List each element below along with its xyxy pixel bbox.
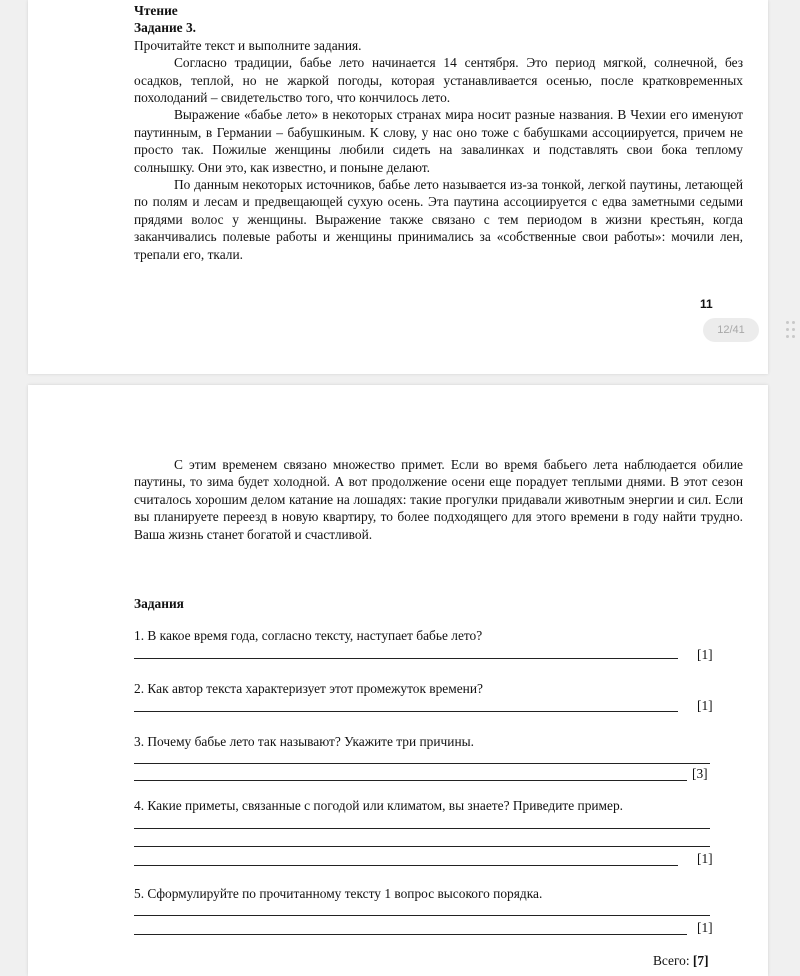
drag-handle-icon[interactable] (786, 321, 795, 339)
answer-line[interactable] (134, 915, 710, 916)
question-5-points: [1] (697, 920, 713, 935)
question-3-points: [3] (692, 766, 708, 781)
tasks-heading: Задания (134, 596, 184, 611)
document-page-11 (28, 0, 768, 374)
question-4: 4. Какие приметы, связанные с погодой или климатом, вы знаете? Приведите пример. (134, 798, 624, 813)
paragraph-2: Выражение «бабье лето» в некоторых странах мира носит разные названия. В Чехии его именуют паутинным, в Германии – бабушкиным. К слову, у нас оно тоже с бабушками ассоциируется, причем не просто так. Пожилые женщины любили сидеть на завалинках и подставлять свои бока теплому солнышку. Они это, как известно, и поныне делают. (134, 107, 743, 175)
question-4-points: [1] (697, 851, 713, 866)
question-2: 2. Как автор текста характеризует этот промежуток времени? (134, 681, 483, 696)
task-title: Задание 3. (134, 20, 196, 36)
question-1-points: [1] (697, 647, 713, 662)
paragraph-1: Согласно традиции, бабье лето начинается 14 сентября. Это период мягкой, солнечной, без осадков, теплой, но не жаркой погоды, которая устанавливается осенью, после кратковременных похолоданий – свидетельство того, что кончилось лето. (134, 55, 743, 106)
section-heading: Чтение (134, 3, 178, 18)
question-3: 3. Почему бабье лето так называют? Укажите три причины. (134, 734, 474, 749)
paragraph-3: По данным некоторых источников, бабье лето называется из-за тонкой, легкой паутины, летающей по полям и лесам и предвещающей сухую осень. Эта паутина ассоциируется с едва заметными седыми прядями волос у женщины. Выражение также связано с тем периодом в жизни крестьян, когда заканчивались полевые работы и женщины принимались за «собственные свои работы»: мочили лен, трепали его, ткали. (134, 177, 743, 262)
question-5: 5. Сформулируйте по прочитанному тексту 1 вопрос высокого порядка. (134, 886, 543, 901)
instruction-text: Прочитайте текст и выполните задания. (134, 37, 362, 53)
question-1: 1. В какое время года, согласно тексту, наступает бабье лето? (134, 628, 483, 643)
question-2-points: [1] (697, 698, 713, 713)
answer-line[interactable] (134, 865, 678, 866)
answer-line[interactable] (134, 763, 710, 764)
answer-line[interactable] (134, 658, 678, 659)
total-value: [7] (692, 953, 709, 968)
answer-line[interactable] (134, 780, 687, 781)
page-number: 11 (700, 297, 713, 311)
answer-line[interactable] (134, 846, 710, 847)
total-label: Всего: (653, 953, 690, 968)
paragraph-4: С этим временем связано множество примет. Если во время бабьего лета наблюдается обилие паутины, то зима будет холодной. А вот продолжение осени еще порадует теплыми днями. В этот сезон считалось хорошим делом катание на лошадях: такие прогулки придавали животным энергии и сил. Если вы планируете переезд в новую квартиру, то более подходящего для этого времени в году найти трудно. Ваша жизнь станет богатой и счастливой. (134, 457, 743, 542)
answer-line[interactable] (134, 934, 687, 935)
answer-line[interactable] (134, 711, 678, 712)
page-indicator-badge: 12/41 (703, 318, 759, 342)
document-page-12 (28, 385, 768, 976)
total-score (653, 953, 709, 969)
answer-line[interactable] (134, 828, 710, 829)
